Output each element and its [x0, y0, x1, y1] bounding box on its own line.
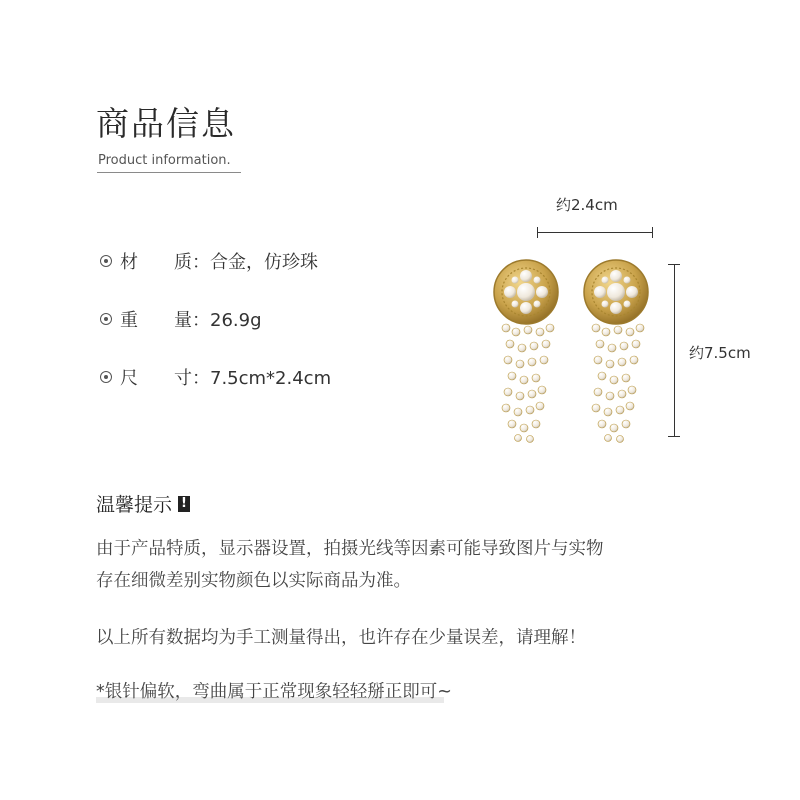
- height-tick-bottom: [668, 436, 680, 437]
- warning-icon: !: [178, 496, 190, 512]
- height-dimension-line: [674, 264, 675, 437]
- subtitle-underline: [97, 172, 241, 173]
- spec-key-b: 量：: [174, 310, 210, 331]
- height-tick-top: [668, 264, 680, 265]
- spec-key-a: 重: [120, 310, 138, 331]
- height-label: 约7.5cm: [689, 344, 751, 362]
- spec-key-b: 寸：: [174, 368, 210, 389]
- width-label: 约2.4cm: [556, 196, 618, 214]
- earring-right: [584, 260, 648, 443]
- earring-left: [494, 260, 558, 443]
- spec-value: 合金，仿珍珠: [210, 252, 318, 273]
- spec-key-a: 尺: [120, 368, 138, 389]
- earrings-image: [488, 258, 668, 448]
- tips-heading: [96, 490, 190, 517]
- bullet-icon: [100, 313, 112, 325]
- spec-key-b: 质：: [174, 252, 210, 273]
- tips-title: 温馨提示: [96, 494, 173, 516]
- bullet-icon: [100, 371, 112, 383]
- spec-material: [100, 248, 318, 272]
- spec-weight: [100, 306, 262, 330]
- tips-note: *银针偏软，弯曲属于正常现象轻轻掰正即可~: [96, 682, 452, 702]
- page-title: 商品信息: [96, 104, 236, 143]
- tips-line-1: 由于产品特质，显示器设置，拍摄光线等因素可能导致图片与实物: [96, 539, 604, 559]
- bullet-icon: [100, 255, 112, 267]
- tips-line-2: 存在细微差别实物颜色以实际商品为准。: [96, 571, 411, 591]
- spec-value: 26.9g: [210, 310, 262, 331]
- spec-size: [100, 364, 331, 388]
- width-tick-right: [652, 227, 653, 238]
- spec-value: 7.5cm*2.4cm: [210, 368, 332, 389]
- page-subtitle: Product information.: [98, 153, 231, 168]
- width-tick-left: [537, 227, 538, 238]
- spec-key-a: 材: [120, 252, 138, 273]
- width-dimension-line: [537, 232, 653, 233]
- tips-line-3: 以上所有数据均为手工测量得出，也许存在少量误差，请理解！: [96, 628, 586, 648]
